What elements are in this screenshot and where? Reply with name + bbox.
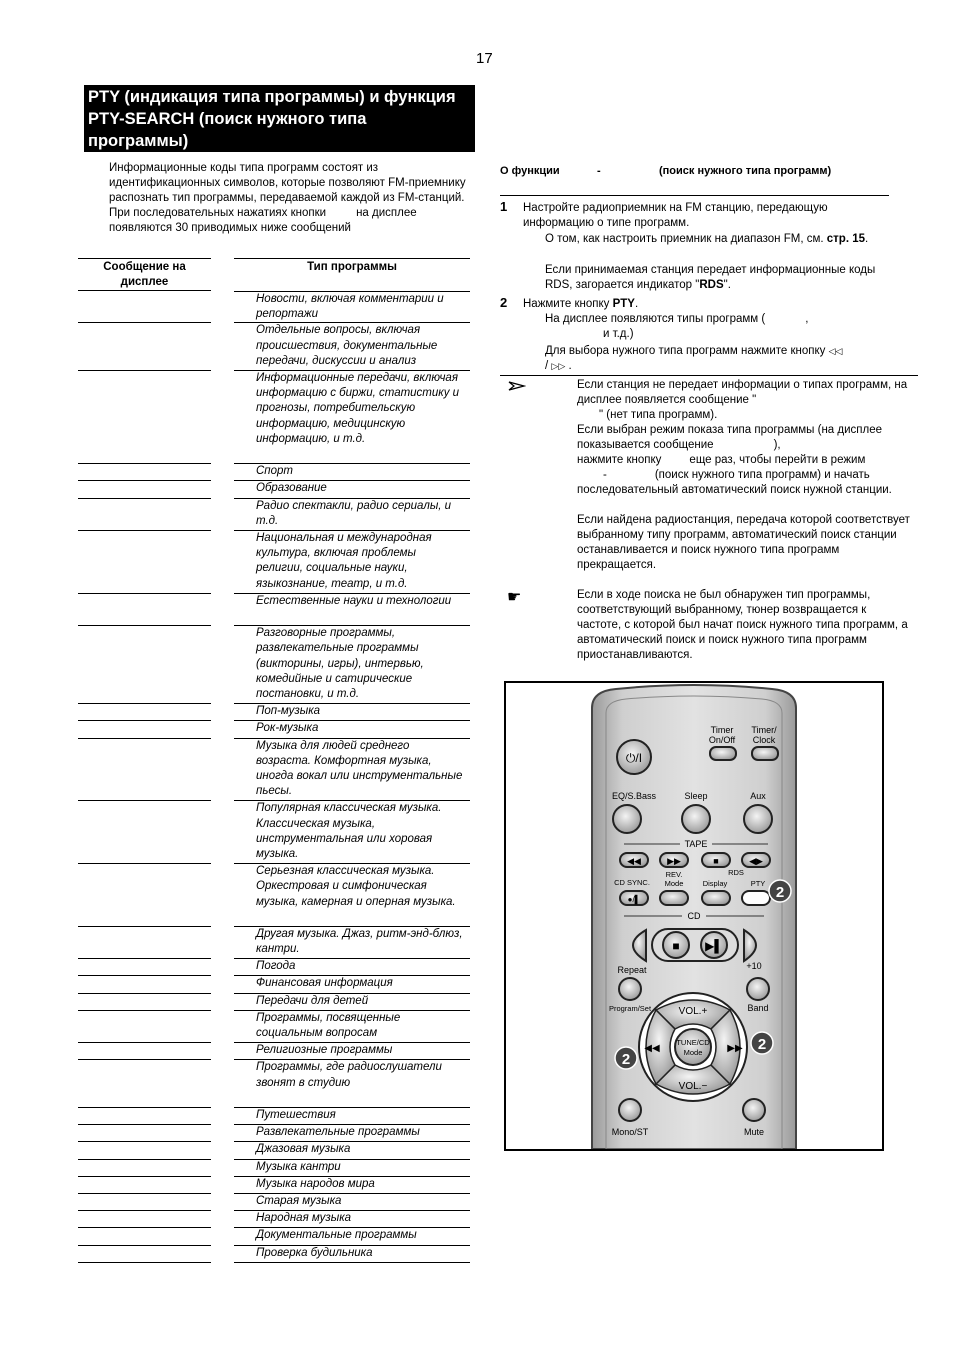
band-button[interactable] [747, 978, 769, 1000]
cd-stop-icon: ■ [672, 939, 680, 953]
step-2-sub-1 [545, 312, 890, 342]
display-message-cell [78, 1246, 211, 1263]
tape-label: TAPE [684, 839, 708, 849]
timer-onoff-label-1: Timer [710, 725, 734, 735]
timer-clock-label-1: Timer/ [751, 725, 777, 735]
timer-onoff-label-2: On/Off [708, 735, 736, 745]
repeat-button[interactable] [619, 978, 641, 1000]
display-message-cell [78, 994, 211, 1011]
table-row [78, 801, 470, 864]
tape-ff-icon: ▶▶ [667, 856, 681, 866]
table-row [78, 464, 470, 481]
step-2-text [523, 297, 883, 312]
step-2-text-c: . [634, 298, 639, 310]
section-title: PTY (индикация типа программы) и функция PTY-SEARCH (поиск нужного типа программы) [84, 85, 475, 152]
program-type-cell: Спорт [234, 464, 470, 481]
program-type-cell: Народная музыка [234, 1211, 470, 1228]
program-type-cell: Джазовая музыка [234, 1142, 470, 1159]
display-button[interactable] [702, 891, 730, 905]
display-message-cell [78, 1177, 211, 1194]
program-type-cell: Музыка кантри [234, 1160, 470, 1177]
display-message-cell [78, 626, 211, 704]
display-message-cell [78, 481, 211, 498]
about-dash: - [597, 165, 601, 177]
step-1-number: 1 [500, 199, 508, 214]
program-type-cell: Разговорные программы, развлекательные программы (викторины, игры), интервью, комедийные и сатирические постановки, и т.д. [234, 626, 470, 704]
mute-label: Mute [743, 1127, 765, 1137]
tune-down-callout-number: 2 [621, 1051, 631, 1068]
eq-sbass-label: EQ/S.Bass [611, 791, 657, 801]
step-2-text-a: Нажмите кнопку [523, 298, 610, 310]
intro-paragraph-1: Информационные коды типа программ состоят из идентификационных символов, которые позволяют FM-приемнику распознать тип программы, передаваемой каждой из FM-станций. [109, 162, 466, 204]
power-label: ⏻/I [625, 751, 643, 765]
pty-table [78, 291, 470, 1263]
col-header-display-message: Сообщение на дисплее [78, 258, 211, 291]
rev-mode-button[interactable] [660, 891, 688, 905]
table-row [78, 594, 470, 626]
program-type-cell: Программы, посвященные социальным вопросам [234, 1011, 470, 1043]
display-message-cell [78, 323, 211, 371]
display-message-cell [78, 1011, 211, 1043]
table-row [78, 1011, 470, 1043]
tune-cd-mode-button[interactable] [675, 1029, 711, 1065]
table-row [78, 323, 470, 371]
display-message-cell [78, 1160, 211, 1177]
step-1-sub-2-c: ". [723, 279, 731, 291]
display-message-cell [78, 1142, 211, 1159]
cd-sync-label: CD SYNC. [614, 878, 650, 887]
display-message-cell [78, 371, 211, 464]
vol-minus-label: VOL.− [678, 1081, 708, 1092]
program-type-cell: Отдельные вопросы, включая происшествия, документальные передачи, дискуссии и анализ [234, 323, 470, 371]
display-message-cell [78, 1228, 211, 1245]
program-type-cell: Путешествия [234, 1108, 470, 1125]
band-label: Band [747, 1003, 769, 1013]
step-1-sub-1-c: . [865, 233, 869, 245]
step-1-page-ref: стр. 15 [826, 233, 865, 245]
tune-up-callout-number: 2 [757, 1036, 767, 1053]
mute-button[interactable] [743, 1099, 765, 1121]
step-2-sub-2-b: / [545, 360, 549, 372]
mono-st-button[interactable] [619, 1099, 641, 1121]
pty-label: PTY [750, 879, 766, 888]
table-header [78, 258, 470, 292]
table-row [78, 704, 470, 721]
rev-mode-label-1: REV. [665, 870, 683, 879]
page-number: 17 [476, 50, 493, 67]
rev-mode-label-2: Mode [664, 879, 684, 888]
step-2-sub-1-a: На дисплее появляются типы программ ( [545, 313, 766, 325]
about-suffix: (поиск нужного типа программ) [659, 165, 832, 177]
program-type-cell: Поп-музыка [234, 704, 470, 721]
table-row [78, 927, 470, 959]
step-2-sub-1-b: , [805, 313, 809, 325]
pty-button[interactable] [742, 891, 770, 905]
display-message-cell [78, 1211, 211, 1228]
intro-p2-b: на дисплее появляются 30 приводимых ниже сообщений [109, 207, 417, 234]
program-type-cell: Программы, где радиослушатели звонят в студию [234, 1060, 470, 1108]
step-2-sub-2-c: . [568, 360, 572, 372]
table-row [78, 1125, 470, 1142]
arrow-note-icon [508, 380, 526, 392]
note-2-d: еще раз, чтобы перейти в режим [689, 454, 866, 466]
display-message-cell [78, 801, 211, 864]
program-type-cell: Музыка для людей среднего возраста. Комфортная музыка, иногда вокал или инструментальные пьесы. [234, 739, 470, 802]
table-row [78, 1211, 470, 1228]
intro-p2-a: При последовательных нажатиях кнопки [109, 207, 327, 219]
tape-rewind-icon: ◀◀ [627, 856, 641, 866]
display-message-cell [78, 976, 211, 993]
cd-label: CD [687, 911, 701, 921]
note-station-found: Если найдена радиостанция, передача которой соответствует выбранному типу программ, автоматический поиск станции останавливается и поиск нужного типа программ прекращается. [577, 514, 910, 571]
note-not-found: Если в ходе поиска не был обнаружен тип программы, соответствующий выбранному, тюнер возвращается к частоте, с которой был начат поиск нужного типа программ, а автоматический поиск и поиск нужного типа программ приостанавливаются. [577, 589, 908, 661]
step-1-text: Настройте радиоприемник на FM станцию, передающую информацию о типе программ. [523, 202, 828, 229]
table-row [78, 721, 470, 738]
table-row [78, 371, 470, 464]
step-2-sub-1-c: и т.д.) [603, 328, 634, 340]
note-2-f: (поиск нужного типа программ) и начать последовательный автоматический поиск нужной станции. [577, 469, 892, 496]
note-no-pty [577, 378, 912, 423]
program-type-cell: Финансовая информация [234, 976, 470, 993]
display-message-cell [78, 1194, 211, 1211]
display-message-cell [78, 704, 211, 721]
program-type-cell: Проверка будильника [234, 1246, 470, 1263]
table-row [78, 959, 470, 976]
rewind-icon: ◁◁ [828, 346, 843, 356]
table-row [78, 1060, 470, 1108]
table-row [78, 1194, 470, 1211]
table-row [78, 994, 470, 1011]
table-row [78, 864, 470, 927]
program-type-cell: Информационные передачи, включая информацию с биржи, статистику и прогнозы, потребительскую информацию, медицинскую информацию, и т.д. [234, 371, 470, 464]
remote-svg [506, 683, 882, 1149]
col-header-program-type: Тип программы [234, 258, 470, 291]
sleep-button[interactable] [682, 805, 710, 833]
cd-sync-icon: ●/▌ [627, 895, 641, 904]
program-type-cell: Музыка народов мира [234, 1177, 470, 1194]
pty-callout-number: 2 [775, 884, 785, 901]
display-message-cell [78, 959, 211, 976]
program-type-cell: Образование [234, 481, 470, 498]
display-message-cell [78, 1060, 211, 1108]
timer-clock-label-2: Clock [752, 735, 776, 745]
program-type-cell: Радио спектакли, радио сериалы, и т.д. [234, 499, 470, 531]
divider-notes [500, 375, 918, 376]
table-row [78, 626, 470, 704]
display-label: Display [702, 879, 728, 888]
aux-label: Aux [750, 791, 766, 801]
tape-play-icon: ◀▶ [749, 856, 763, 866]
display-message-cell [78, 739, 211, 802]
program-type-cell: Старая музыка [234, 1194, 470, 1211]
intro-paragraph-2 [109, 206, 469, 236]
program-type-cell: Религиозные программы [234, 1043, 470, 1060]
display-message-cell [78, 594, 211, 626]
forward-icon: ▷▷ [551, 361, 566, 371]
table-row [78, 499, 470, 531]
note-2-a: Если выбран режим показа типа программы (на дисплее показывается сообщение [577, 424, 883, 451]
rds-indicator-label: RDS [699, 279, 724, 291]
table-row [78, 976, 470, 993]
sleep-label: Sleep [684, 791, 708, 801]
plus10-label: +10 [746, 961, 762, 971]
table-row [78, 1160, 470, 1177]
step-2-sub-2 [545, 344, 890, 374]
table-row [78, 481, 470, 498]
program-type-cell: Погода [234, 959, 470, 976]
display-message-cell [78, 531, 211, 594]
display-message-cell [78, 464, 211, 481]
program-type-cell: Естественные науки и технологии [234, 594, 470, 626]
timer-clock-button[interactable] [752, 747, 778, 760]
display-message-cell [78, 927, 211, 959]
repeat-label: Repeat [617, 965, 647, 975]
step-1-sub-1 [545, 232, 890, 247]
program-type-cell: Популярная классическая музыка. Классическая музыка, инструментальная или хоровая музыка. [234, 801, 470, 864]
program-type-cell: Серьезная классическая музыка. Оркестровая и симфоническая музыка, камерная и оперная музыка. [234, 864, 470, 927]
remote-control-illustration [504, 681, 884, 1151]
table-row [78, 1228, 470, 1245]
tune-cd-mode-label-1: TUNE/CD [676, 1038, 710, 1047]
program-type-cell: Другая музыка. Джаз, ритм-энд-блюз, кантри. [234, 927, 470, 959]
aux-button[interactable] [744, 805, 772, 833]
note-2-e: - [603, 469, 607, 481]
note-2-c: нажмите кнопку [577, 454, 662, 466]
table-row [78, 1246, 470, 1263]
display-message-cell [78, 1043, 211, 1060]
note-pty-mode [577, 423, 912, 498]
table-row [78, 531, 470, 594]
display-message-cell [78, 1108, 211, 1125]
program-set-label: Program/Set [608, 1004, 652, 1013]
program-type-cell: Развлекательные программы [234, 1125, 470, 1142]
program-type-cell: Новости, включая комментарии и репортажи [234, 291, 470, 323]
step-2-pty-label: PTY [612, 298, 635, 310]
divider [500, 195, 889, 196]
tune-up-icon: ▶▶ [727, 1043, 743, 1054]
program-type-cell: Передачи для детей [234, 994, 470, 1011]
display-message-cell [78, 864, 211, 927]
step-1-sub-2 [545, 263, 890, 293]
step-2-sub-2-a: Для выбора нужного типа программ нажмите кнопку [545, 345, 826, 357]
step-1-sub-2-a: Если принимаемая станция передает информационные коды RDS, загорается индикатор " [545, 264, 876, 291]
note-1-a: Если станция не передает информации о типах программ, на дисплее появляется сообщение " [577, 379, 908, 406]
table-row [78, 1043, 470, 1060]
pointing-hand-icon: ☛ [507, 589, 522, 606]
program-type-cell: Национальная и международная культура, включая проблемы религии, социальные науки, языкознание, театр, и т.д. [234, 531, 470, 594]
rds-label: RDS [728, 868, 744, 877]
step-2-number: 2 [500, 295, 508, 310]
tune-cd-mode-label-2: Mode [683, 1048, 703, 1057]
step-1-sub-1-a: О том, как настроить приемник на диапазон FM, см. [545, 233, 824, 245]
tune-down-icon: ◀◀ [644, 1043, 660, 1054]
tape-stop-icon: ■ [713, 856, 719, 866]
intro-text [109, 161, 469, 236]
program-type-cell: Документальные программы [234, 1228, 470, 1245]
note-1-b: " (нет типа программ). [599, 409, 718, 421]
timer-onoff-button[interactable] [710, 747, 736, 760]
eq-sbass-button[interactable] [613, 805, 641, 833]
program-type-cell: Рок-музыка [234, 721, 470, 738]
display-message-cell [78, 1125, 211, 1142]
display-message-cell [78, 721, 211, 738]
table-row [78, 1108, 470, 1125]
vol-plus-label: VOL.+ [678, 1006, 708, 1017]
table-row [78, 739, 470, 802]
display-message-cell [78, 291, 211, 323]
cd-play-pause-icon: ▶▌ [705, 939, 723, 953]
mono-st-label: Mono/ST [611, 1127, 649, 1137]
table-row [78, 291, 470, 323]
note-2-b: ), [773, 439, 781, 451]
about-prefix: О функции [500, 165, 560, 177]
table-row [78, 1177, 470, 1194]
display-message-cell [78, 499, 211, 531]
table-row [78, 1142, 470, 1159]
